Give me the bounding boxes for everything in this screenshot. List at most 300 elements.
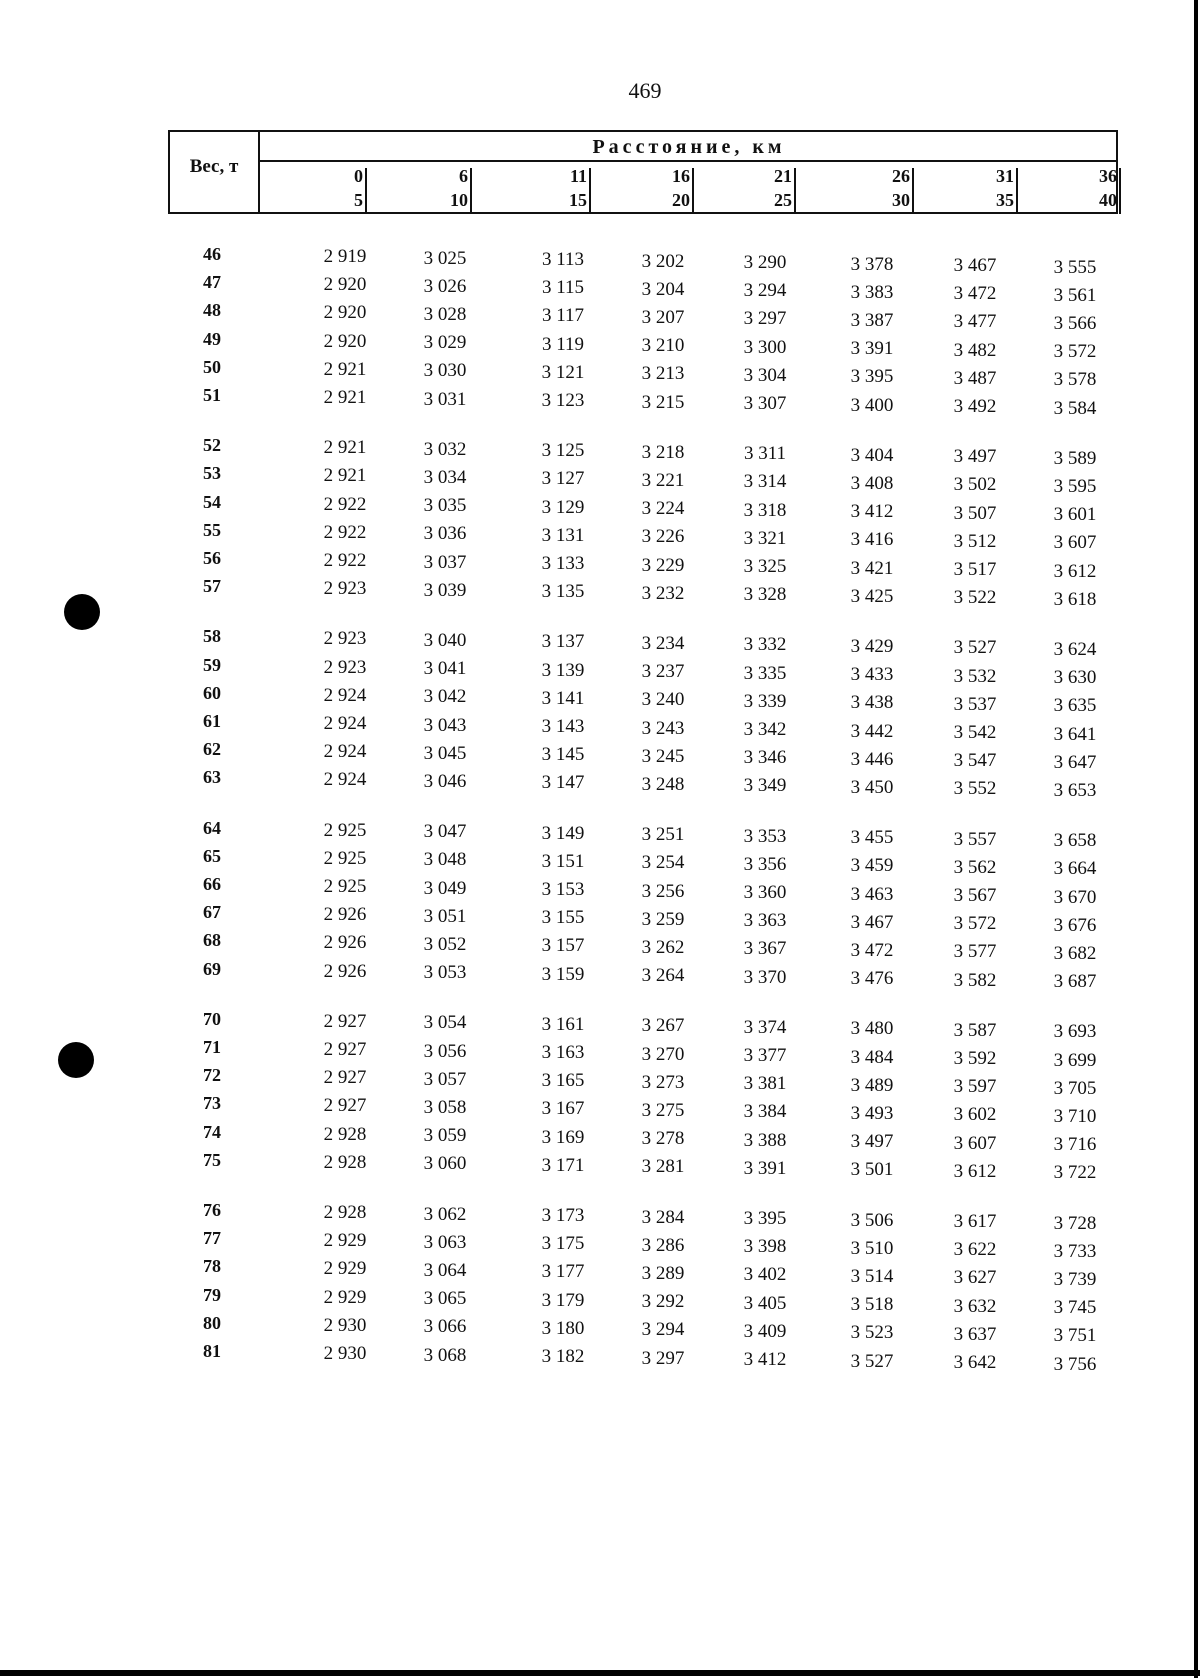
weight-cell: 71: [203, 1037, 221, 1057]
value-cell: 3 467: [850, 911, 894, 933]
value-cell: 3 632: [953, 1295, 997, 1317]
value-cell: 2 921: [323, 358, 367, 380]
weight-cell: 77: [203, 1228, 221, 1249]
value-cell: 3 117: [541, 305, 585, 327]
value-cell: 3 493: [850, 1102, 894, 1124]
value-cell: 3 119: [541, 333, 585, 355]
value-cell: 2 928: [323, 1151, 367, 1173]
value-cell: 3 433: [850, 664, 894, 686]
value-cell: 3 612: [953, 1160, 997, 1182]
value-cell: 3 647: [1053, 751, 1097, 773]
weight-cell: 51: [203, 385, 221, 405]
value-cell: 3 284: [641, 1206, 685, 1228]
value-cell: 3 739: [1053, 1268, 1097, 1290]
value-cell: 3 367: [743, 938, 787, 960]
value-cell: 3 349: [743, 775, 787, 797]
distance-range-end: 10: [450, 190, 468, 210]
value-cell: 3 151: [541, 850, 585, 872]
weight-cell: 81: [203, 1341, 221, 1361]
value-cell: 3 036: [423, 523, 467, 545]
value-cell: 3 297: [641, 1347, 685, 1369]
value-cell: 2 927: [323, 1010, 367, 1032]
value-cell: 3 637: [953, 1323, 997, 1345]
value-cell: 3 046: [423, 770, 467, 792]
table-header: [168, 130, 1118, 214]
value-cell: 3 040: [423, 629, 467, 651]
value-cell: 3 169: [541, 1126, 585, 1148]
value-cell: 3 161: [541, 1013, 585, 1035]
value-cell: 3 059: [423, 1125, 467, 1147]
scan-border-bottom: [0, 1670, 1200, 1676]
value-cell: 3 335: [743, 662, 787, 684]
value-cell: 3 552: [953, 778, 997, 800]
value-cell: 3 618: [1053, 588, 1097, 610]
value-cell: 3 480: [850, 1018, 894, 1040]
value-cell: 3 179: [541, 1289, 585, 1311]
value-cell: 3 321: [743, 527, 787, 549]
value-cell: 3 057: [423, 1068, 467, 1090]
value-cell: 3 592: [953, 1048, 997, 1069]
value-cell: 3 115: [541, 277, 585, 299]
value-cell: 2 930: [323, 1343, 367, 1364]
weight-cell: 55: [203, 519, 221, 540]
value-cell: 3 210: [641, 335, 685, 357]
value-cell: 3 383: [850, 281, 894, 303]
value-cell: 3 060: [423, 1153, 467, 1175]
value-cell: 3 180: [541, 1317, 585, 1339]
value-cell: 3 270: [641, 1043, 685, 1065]
weight-cell: 73: [203, 1093, 221, 1114]
value-cell: 3 215: [641, 391, 685, 413]
value-cell: 2 927: [323, 1067, 367, 1089]
value-cell: 3 145: [541, 744, 585, 766]
value-cell: 3 137: [541, 631, 585, 653]
value-cell: 3 264: [641, 965, 685, 987]
value-cell: 3 041: [423, 658, 467, 680]
value-cell: 3 693: [1053, 1021, 1097, 1043]
value-cell: 3 304: [743, 364, 787, 386]
value-cell: 3 173: [541, 1205, 585, 1226]
value-cell: 3 177: [541, 1261, 585, 1283]
distance-range-end: 25: [774, 190, 792, 210]
value-cell: 3 047: [423, 821, 467, 843]
value-cell: 2 924: [323, 684, 367, 706]
value-cell: 3 278: [641, 1128, 685, 1150]
value-cell: 3 477: [953, 311, 997, 333]
value-cell: 3 325: [743, 556, 787, 577]
value-cell: 3 234: [641, 632, 685, 654]
weight-cell: 59: [203, 654, 221, 675]
value-cell: 2 921: [323, 465, 367, 487]
value-cell: 3 751: [1053, 1325, 1097, 1347]
weight-cell: 53: [203, 463, 221, 484]
value-cell: 3 218: [641, 441, 685, 463]
value-cell: 2 929: [323, 1230, 367, 1252]
weight-cell: 64: [203, 817, 221, 838]
value-cell: 3 052: [423, 933, 467, 955]
value-cell: 2 925: [323, 819, 367, 841]
value-cell: 3 300: [743, 336, 787, 358]
weight-cell: 49: [203, 328, 221, 349]
value-cell: 2 926: [323, 904, 367, 926]
value-cell: 2 925: [323, 876, 367, 897]
value-cell: 3 687: [1053, 971, 1097, 993]
value-cell: 3 409: [743, 1320, 787, 1342]
value-cell: 3 360: [743, 882, 787, 903]
value-cell: 3 555: [1053, 256, 1097, 278]
value-cell: 3 292: [641, 1291, 685, 1313]
value-cell: 3 476: [850, 968, 894, 990]
weight-cell: 74: [203, 1121, 221, 1142]
weight-cell: 78: [203, 1256, 221, 1277]
value-cell: 3 243: [641, 717, 685, 739]
value-cell: 2 927: [323, 1095, 367, 1117]
value-cell: 3 597: [953, 1076, 997, 1098]
value-cell: 3 438: [850, 692, 894, 714]
value-cell: 2 920: [323, 302, 367, 324]
value-cell: 2 923: [323, 628, 367, 650]
value-cell: 3 676: [1053, 914, 1097, 936]
distance-range-end: 30: [892, 190, 910, 210]
value-cell: 3 042: [423, 686, 467, 708]
value-cell: 2 925: [323, 847, 367, 869]
value-cell: 3 463: [850, 883, 894, 905]
value-cell: 3 450: [850, 776, 894, 798]
value-cell: 2 921: [323, 387, 367, 408]
value-cell: 3 699: [1053, 1049, 1097, 1071]
value-cell: 3 542: [953, 722, 997, 743]
value-cell: 3 175: [541, 1233, 585, 1255]
value-cell: 3 165: [541, 1070, 585, 1092]
value-cell: 3 064: [423, 1259, 467, 1281]
value-cell: 3 566: [1053, 312, 1097, 334]
value-cell: 3 232: [641, 582, 685, 604]
value-cell: 3 381: [743, 1073, 787, 1095]
value-cell: 3 484: [850, 1046, 894, 1068]
value-cell: 3 507: [953, 502, 997, 524]
value-cell: 3 297: [743, 308, 787, 330]
value-cell: 3 387: [850, 309, 894, 331]
value-cell: 3 589: [1053, 447, 1097, 469]
distance-range-end: 35: [996, 190, 1014, 210]
value-cell: 3 248: [641, 773, 685, 795]
value-cell: 3 153: [541, 879, 585, 900]
distance-column-header: [590, 164, 690, 212]
value-cell: 3 384: [743, 1101, 787, 1123]
value-cell: 2 927: [323, 1039, 367, 1060]
value-cell: 3 425: [850, 585, 894, 607]
value-cell: 3 487: [953, 367, 997, 389]
value-cell: 3 049: [423, 877, 467, 899]
value-cell: 3 416: [850, 529, 894, 551]
value-cell: 3 377: [743, 1045, 787, 1066]
weight-column-header: Вес, т: [189, 156, 239, 177]
value-cell: 3 398: [743, 1236, 787, 1258]
value-cell: 3 527: [850, 1350, 894, 1372]
distance-column-header: [487, 164, 587, 212]
value-cell: 3 034: [423, 466, 467, 488]
value-cell: 3 048: [423, 849, 467, 871]
scan-border-right: [1194, 0, 1198, 1678]
weight-cell: 52: [203, 435, 221, 456]
value-cell: 3 400: [850, 394, 894, 416]
weight-cell: 69: [203, 958, 221, 979]
value-cell: 3 149: [541, 822, 585, 844]
weight-cell: 66: [203, 874, 221, 894]
value-cell: 3 065: [423, 1288, 467, 1310]
distance-range-start: 6: [459, 166, 468, 186]
value-cell: 3 467: [953, 255, 997, 276]
weight-cell: 72: [203, 1065, 221, 1086]
value-cell: 3 339: [743, 690, 787, 712]
weight-cell: 80: [203, 1312, 221, 1333]
value-cell: 3 259: [641, 908, 685, 930]
value-cell: 3 032: [423, 438, 467, 460]
weight-cell: 54: [203, 491, 221, 512]
value-cell: 3 237: [641, 661, 685, 683]
value-cell: 3 587: [953, 1019, 997, 1041]
value-cell: 3 294: [743, 280, 787, 302]
column-tick-rule: [1119, 168, 1121, 214]
value-cell: 3 251: [641, 824, 685, 846]
value-cell: 3 039: [423, 579, 467, 601]
value-cell: 3 733: [1053, 1240, 1097, 1262]
value-cell: 3 510: [850, 1237, 894, 1259]
weight-cell: 47: [203, 272, 221, 293]
distance-range-start: 36: [1099, 166, 1117, 186]
value-cell: 3 133: [541, 553, 585, 574]
weight-cell: 63: [203, 767, 221, 788]
value-cell: 3 346: [743, 747, 787, 769]
value-cell: 3 602: [953, 1104, 997, 1126]
value-cell: 3 557: [953, 828, 997, 850]
value-cell: 3 664: [1053, 858, 1097, 880]
value-cell: 3 135: [541, 581, 585, 603]
distance-column-header: [914, 164, 1014, 212]
value-cell: 3 356: [743, 853, 787, 875]
value-cell: 3 572: [1053, 341, 1097, 363]
weight-cell: 50: [203, 356, 221, 377]
weight-cell: 79: [203, 1284, 221, 1305]
value-cell: 3 395: [850, 366, 894, 388]
value-cell: 3 053: [423, 962, 467, 984]
value-cell: 2 929: [323, 1258, 367, 1280]
value-cell: 3 121: [541, 361, 585, 383]
value-cell: 3 256: [641, 880, 685, 902]
value-cell: 3 058: [423, 1096, 467, 1118]
value-cell: 3 031: [423, 388, 467, 410]
weight-cell: 61: [203, 711, 221, 731]
value-cell: 3 127: [541, 468, 585, 490]
value-cell: 3 489: [850, 1074, 894, 1096]
value-cell: 3 716: [1053, 1134, 1097, 1156]
page-number: 469: [628, 78, 662, 103]
value-cell: 3 123: [541, 390, 585, 411]
value-cell: 3 025: [423, 247, 467, 269]
distance-range-end: 20: [672, 190, 690, 210]
value-cell: 3 307: [743, 393, 787, 414]
value-cell: 3 157: [541, 935, 585, 957]
header-rule-middle: [260, 160, 1118, 162]
value-cell: 3 030: [423, 360, 467, 382]
value-cell: 2 928: [323, 1123, 367, 1145]
value-cell: 3 562: [953, 856, 997, 878]
value-cell: 3 442: [850, 720, 894, 742]
value-cell: 3 617: [953, 1211, 997, 1232]
weight-cell: 48: [203, 300, 221, 321]
punch-hole-bottom: [58, 1042, 94, 1078]
value-cell: 3 710: [1053, 1105, 1097, 1127]
weight-cell: 70: [203, 1008, 221, 1029]
value-cell: 3 537: [953, 693, 997, 715]
value-cell: 3 163: [541, 1042, 585, 1063]
weight-cell: 58: [203, 626, 221, 647]
distance-range-start: 31: [996, 166, 1014, 186]
value-cell: 2 924: [323, 713, 367, 734]
value-cell: 3 029: [423, 332, 467, 354]
value-cell: 3 459: [850, 855, 894, 877]
value-cell: 3 245: [641, 745, 685, 767]
value-cell: 3 147: [541, 772, 585, 794]
value-cell: 3 159: [541, 963, 585, 985]
value-cell: 3 342: [743, 719, 787, 740]
value-cell: 3 627: [953, 1267, 997, 1289]
value-cell: 3 045: [423, 742, 467, 764]
value-cell: 3 318: [743, 499, 787, 521]
distance-column-header: [263, 164, 363, 212]
value-cell: 3 653: [1053, 779, 1097, 801]
value-cell: 3 561: [1053, 284, 1097, 306]
weight-cell: 57: [203, 576, 221, 597]
value-cell: 3 328: [743, 584, 787, 606]
value-cell: 2 920: [323, 330, 367, 352]
value-cell: 3 514: [850, 1265, 894, 1287]
weight-cell: 60: [203, 682, 221, 703]
value-cell: 3 167: [541, 1098, 585, 1120]
value-cell: 3 139: [541, 659, 585, 681]
value-cell: 3 584: [1053, 397, 1097, 419]
value-cell: 3 363: [743, 910, 787, 932]
value-cell: 3 402: [743, 1264, 787, 1286]
value-cell: 3 063: [423, 1231, 467, 1253]
value-cell: 3 635: [1053, 695, 1097, 717]
value-cell: 3 745: [1053, 1297, 1097, 1319]
value-cell: 3 391: [743, 1157, 787, 1179]
weight-cell: 76: [203, 1200, 221, 1220]
value-cell: 3 113: [541, 249, 585, 270]
value-cell: 3 421: [850, 557, 894, 579]
value-cell: 3 391: [850, 338, 894, 360]
distance-range-start: 11: [569, 166, 587, 186]
value-cell: 3 624: [1053, 638, 1097, 660]
value-cell: 3 378: [850, 253, 894, 275]
value-cell: 3 582: [953, 969, 997, 991]
value-cell: 3 395: [743, 1208, 787, 1229]
value-cell: 3 572: [953, 913, 997, 935]
value-cell: 3 207: [641, 306, 685, 328]
value-cell: 3 607: [1053, 532, 1097, 554]
value-cell: 3 502: [953, 474, 997, 496]
column-tick-rule: [365, 168, 367, 214]
value-cell: 3 286: [641, 1234, 685, 1256]
distance-column-header: [368, 164, 468, 212]
value-cell: 3 171: [541, 1154, 585, 1176]
distance-range-start: 21: [774, 166, 792, 186]
value-cell: 3 578: [1053, 369, 1097, 391]
distance-range-start: 26: [892, 166, 910, 186]
value-cell: 3 254: [641, 852, 685, 874]
value-cell: 3 527: [953, 637, 997, 659]
value-cell: 3 523: [850, 1322, 894, 1344]
weight-cell: 46: [203, 244, 221, 264]
value-cell: 3 607: [953, 1132, 997, 1154]
value-cell: 3 141: [541, 687, 585, 709]
value-cell: 3 658: [1053, 830, 1097, 852]
value-cell: 3 224: [641, 498, 685, 520]
value-cell: 3 492: [953, 396, 997, 417]
value-cell: 3 412: [850, 501, 894, 523]
value-cell: 3 204: [641, 278, 685, 300]
value-cell: 3 404: [850, 444, 894, 466]
value-cell: 3 311: [743, 443, 787, 465]
value-cell: 3 056: [423, 1040, 467, 1062]
value-cell: 3 601: [1053, 504, 1097, 526]
distance-column-header: [810, 164, 910, 212]
value-cell: 3 595: [1053, 475, 1097, 497]
value-cell: 2 921: [323, 437, 367, 459]
value-cell: 3 281: [641, 1156, 685, 1178]
value-cell: 3 388: [743, 1129, 787, 1151]
value-cell: 3 290: [743, 252, 787, 273]
value-cell: 3 642: [953, 1352, 997, 1373]
distance-range-start: 16: [672, 166, 690, 186]
column-tick-rule: [470, 168, 472, 214]
value-cell: 3 129: [541, 496, 585, 518]
value-cell: 3 028: [423, 303, 467, 325]
weight-cell: 75: [203, 1149, 221, 1170]
value-cell: 3 670: [1053, 886, 1097, 908]
value-cell: 3 497: [850, 1131, 894, 1153]
value-cell: 3 054: [423, 1012, 467, 1034]
distance-range-start: 0: [354, 166, 363, 186]
value-cell: 3 035: [423, 495, 467, 517]
value-cell: 3 472: [953, 283, 997, 305]
value-cell: 2 920: [323, 274, 367, 296]
header-rule-top: [168, 130, 1118, 132]
value-cell: 2 922: [323, 493, 367, 515]
value-cell: 3 182: [541, 1346, 585, 1367]
value-cell: 2 923: [323, 578, 367, 600]
weight-cell: 68: [203, 930, 221, 951]
value-cell: 3 068: [423, 1344, 467, 1366]
punch-hole-top: [64, 594, 100, 630]
weight-cell: 67: [203, 902, 221, 923]
value-cell: 3 289: [641, 1262, 685, 1284]
value-cell: 3 522: [953, 587, 997, 609]
value-cell: 2 928: [323, 1202, 367, 1223]
value-cell: 3 612: [1053, 560, 1097, 582]
value-cell: 3 512: [953, 530, 997, 552]
value-cell: 3 641: [1053, 723, 1097, 745]
value-cell: 3 221: [641, 469, 685, 491]
value-cell: 2 923: [323, 656, 367, 678]
value-cell: 3 405: [743, 1292, 787, 1314]
value-cell: 3 374: [743, 1016, 787, 1038]
value-cell: 3 446: [850, 748, 894, 770]
distance-range-end: 5: [354, 190, 363, 210]
value-cell: 3 026: [423, 275, 467, 297]
distance-range-end: 15: [569, 190, 587, 210]
